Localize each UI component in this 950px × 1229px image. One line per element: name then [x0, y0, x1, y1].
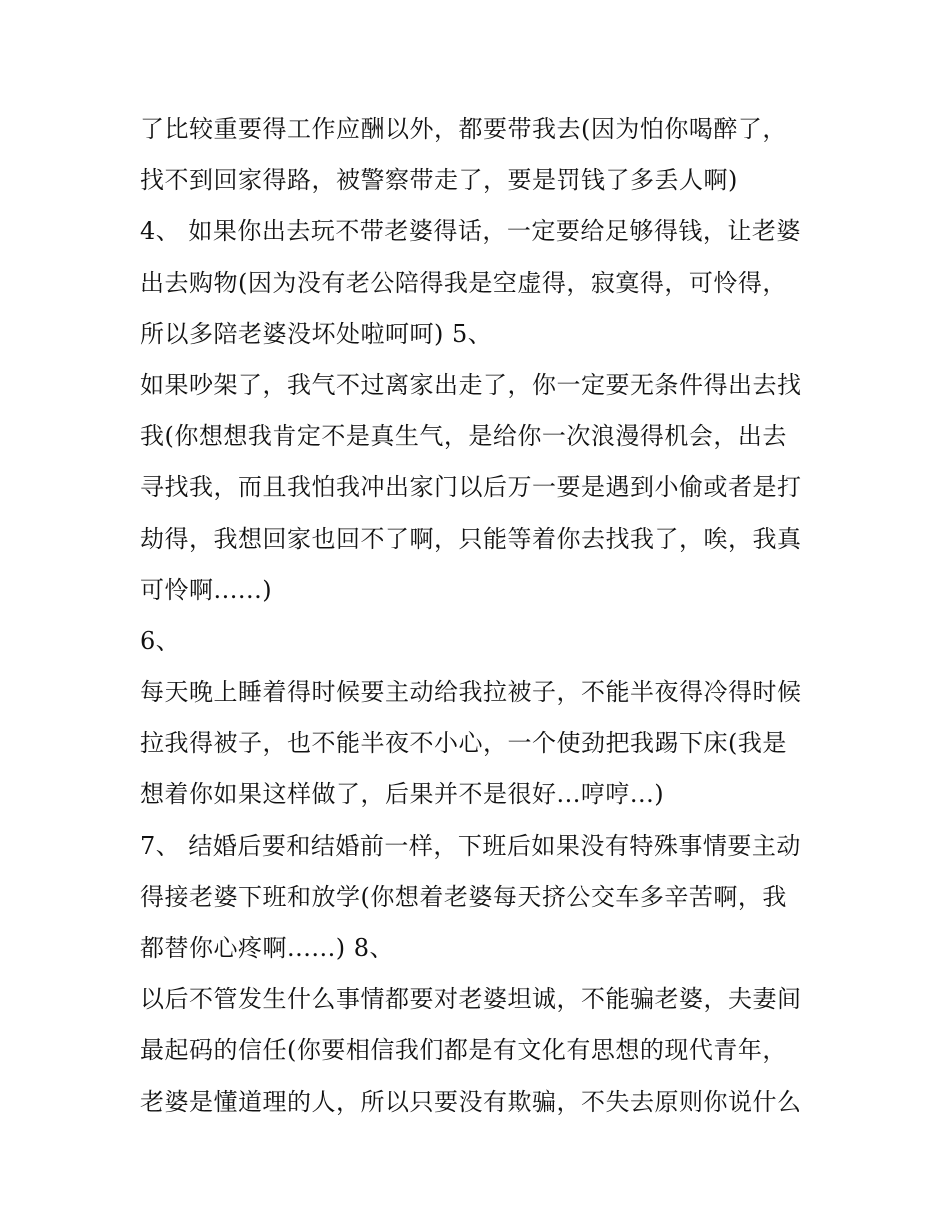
text-line: 4、 如果你出去玩不带老婆得话，一定要给足够得钱，让老婆 — [140, 217, 801, 246]
text-line: 每天晚上睡着得时候要主动给我拉被子，不能半夜得冷得时候 — [140, 678, 802, 707]
text-line: 寻找我，而且我怕我冲出家门以后万一要是遇到小偷或者是打 — [140, 473, 802, 502]
text-line: 得接老婆下班和放学(你想着老婆每天挤公交车多辛苦啊，我 — [140, 882, 787, 911]
text-line: 出去购物(因为没有老公陪得我是空虚得，寂寞得，可怜得， — [140, 268, 787, 297]
text-line: 了比较重要得工作应酬以外，都要带我去(因为怕你喝醉了， — [140, 115, 787, 143]
text-line: 如果吵架了，我气不过离家出走了，你一定要无条件得出去找 — [140, 370, 802, 399]
text-line: 可怜啊......) — [140, 575, 273, 604]
text-line: 6、 — [140, 626, 181, 655]
text-line: 劫得，我想回家也回不了啊，只能等着你去找我了，唉，我真 — [140, 524, 802, 553]
text-line: 以后不管发生什么事情都要对老婆坦诚，不能骗老婆，夫妻间 — [140, 985, 802, 1014]
text-line: 都替你心疼啊......) 8、 — [140, 934, 395, 962]
text-line: 所以多陪老婆没坏处啦呵呵) 5、 — [140, 319, 493, 348]
text-line: 找不到回家得路，被警察带走了，要是罚钱了多丢人啊) — [140, 166, 738, 195]
text-line: 最起码的信任(你要相信我们都是有文化有思想的现代青年， — [140, 1036, 787, 1065]
text-line: 7、 结婚后要和结婚前一样，下班后如果没有特殊事情要主动 — [140, 831, 801, 860]
body-text — [140, 104, 830, 1128]
text-line: 拉我得被子，也不能半夜不小心，一个使劲把我踢下床(我是 — [140, 729, 787, 758]
text-line: 想着你如果这样做了，后果并不是很好...哼哼...) — [140, 780, 665, 809]
text-line: 老婆是懂道理的人，所以只要没有欺骗，不失去原则你说什么 — [140, 1087, 802, 1116]
text-line: 我(你想想我肯定不是真生气，是给你一次浪漫得机会，出去 — [140, 422, 787, 451]
